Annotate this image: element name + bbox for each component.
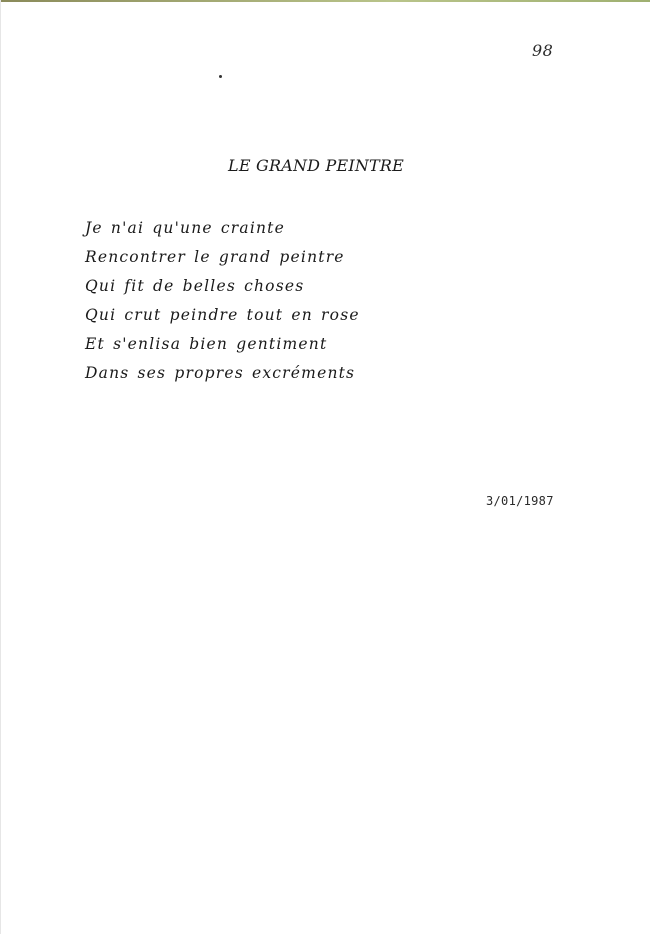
poem-line: Je n'ai qu'une crainte (85, 219, 285, 237)
page-number: 98 (532, 41, 554, 60)
scan-left-edge (0, 0, 1, 934)
poem-line: Qui fit de belles choses (85, 277, 305, 295)
poem-line: Et s'enlisa bien gentiment (85, 335, 328, 353)
poem-line: Qui crut peindre tout en rose (85, 306, 360, 324)
poem-body (85, 214, 360, 388)
scan-top-edge (0, 0, 650, 2)
poem-date: 3/01/1987 (486, 494, 554, 508)
poem-line: Dans ses propres excréments (85, 364, 356, 382)
poem-title: LE GRAND PEINTRE (228, 156, 405, 175)
poem-line: Rencontrer le grand peintre (85, 248, 345, 266)
ink-speck (219, 75, 222, 78)
